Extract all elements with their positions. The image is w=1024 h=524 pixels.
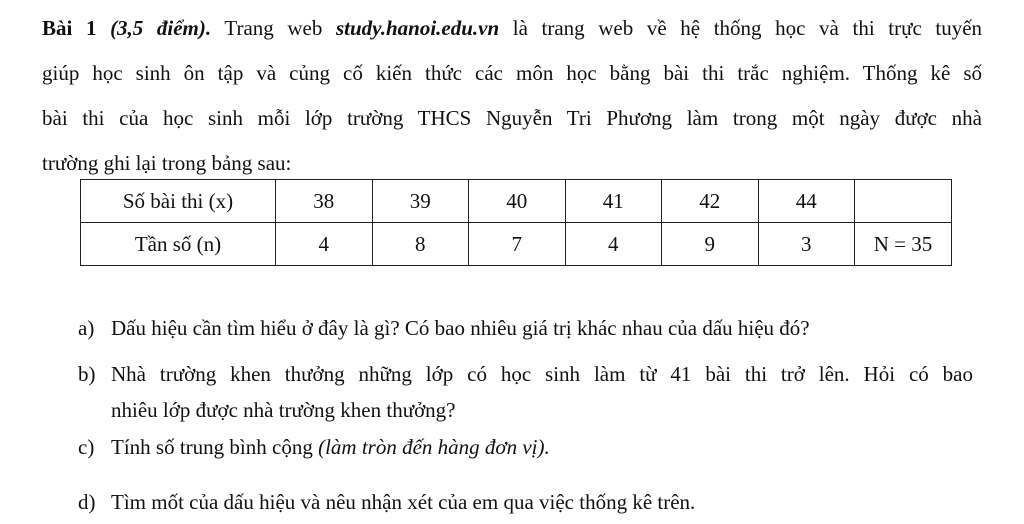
problem-line-4: trường ghi lại trong bảng sau: xyxy=(42,151,292,175)
question-text: Tìm mốt của dấu hiệu và nêu nhận xét của em qua việc thống kê trên. xyxy=(111,490,696,514)
table-cell: 4 xyxy=(565,223,662,266)
table-cell-empty xyxy=(855,180,952,223)
question-text-line-2: nhiêu lớp được nhà trường khen thưởng? xyxy=(111,398,456,422)
site-name: study.hanoi.edu.vn xyxy=(335,16,500,40)
table-cell: 7 xyxy=(469,223,566,266)
question-text: Tính số trung bình cộng xyxy=(111,435,313,459)
question-text: Dấu hiệu cần tìm hiểu ở đây là gì? Có bao nhiêu giá trị khác nhau của dấu hiệu đó? xyxy=(111,316,810,340)
table-cell: 42 xyxy=(662,180,759,223)
question-list xyxy=(78,308,973,520)
problem-line-2: giúp học sinh ôn tập và củng cố kiến thức các môn học bằng bài thi trắc nghiệm. Thống kê số xyxy=(42,61,982,85)
table-cell: 41 xyxy=(565,180,662,223)
question-b xyxy=(78,354,973,432)
table-cell: 4 xyxy=(276,223,373,266)
question-marker: a) xyxy=(78,316,95,340)
table-cell: 8 xyxy=(372,223,469,266)
problem-statement xyxy=(42,6,982,186)
question-a xyxy=(78,308,973,354)
question-text-line-1: Nhà trường khen thưởng những lớp có học sinh làm từ 41 bài thi trở lên. Hỏi có bao xyxy=(111,362,973,386)
question-note: (làm tròn đến hàng đơn vị). xyxy=(318,435,550,459)
problem-line-1-rest: là trang web về hệ thống học và thi trực tuyến xyxy=(512,16,983,40)
table-cell-total: N = 35 xyxy=(855,223,952,266)
question-c xyxy=(78,432,973,480)
frequency-table xyxy=(80,179,952,266)
table-cell: 3 xyxy=(758,223,855,266)
problem-line-3: bài thi của học sinh mỗi lớp trường THCS Nguyễn Tri Phương làm trong một ngày được nhà xyxy=(42,106,982,130)
table-row-frequency xyxy=(81,223,952,266)
table-cell: 40 xyxy=(469,180,566,223)
question-d xyxy=(78,480,973,520)
table-row-values xyxy=(81,180,952,223)
problem-line-1 xyxy=(42,6,982,51)
table-cell: 39 xyxy=(372,180,469,223)
table-cell: 44 xyxy=(758,180,855,223)
table-cell: 38 xyxy=(276,180,373,223)
question-marker: c) xyxy=(78,435,95,459)
table-header-frequency: Tần số (n) xyxy=(81,223,276,266)
table-cell: 9 xyxy=(662,223,759,266)
text-before-site: Trang web xyxy=(224,16,323,40)
problem-points: (3,5 điểm). xyxy=(110,16,212,40)
question-marker: d) xyxy=(78,490,96,514)
problem-heading-label: Bài 1 xyxy=(42,16,97,40)
question-marker: b) xyxy=(78,362,96,386)
table-header-values: Số bài thi (x) xyxy=(81,180,276,223)
